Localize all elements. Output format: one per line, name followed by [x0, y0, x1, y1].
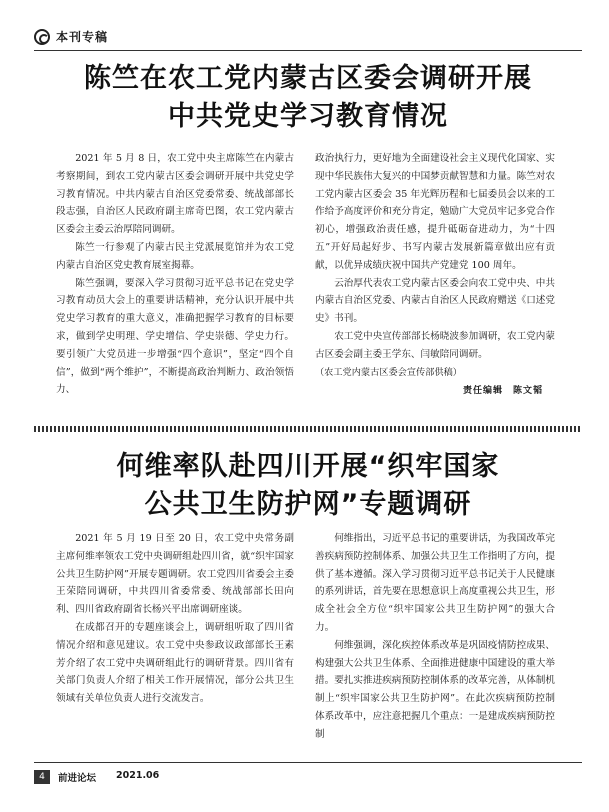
article1-paragraph: 陈竺强调，要深入学习贯彻习近平总书记在党史学习教育动员大会上的重要讲话精神，充分认识开展中共党史学习教育的重大意义，准确把握学习教育的目标要求，做到学史明理、学史增信、学史崇德、学史力行。要引领广大党员进一步增强“四个意识”，坚定“四个自信”，做到“两个维护”，不断提高政治判断力、政治领悟力、	[56, 277, 294, 396]
footer-rule	[34, 762, 582, 763]
article1-paragraph: 云治厚代表农工党内蒙古区委会向农工党中央、中共内蒙古自治区党委、内蒙古自治区人民政府赠送《口述党史》书刊。	[315, 277, 555, 325]
magazine-logo-icon	[34, 29, 50, 45]
article2-paragraph: 何维指出，习近平总书记的重要讲话，为我国改革完善疾病预防控制体系、加强公共卫生工作指明了方向，提供了基本遵循。深入学习贯彻习近平总书记关于人民健康的系列讲话，首先要在思想意识上高度重视公共卫生，形成全社会全方位“织牢国家公共卫生防护网”的强大合力。	[315, 533, 555, 633]
article2-paragraph: 2021 年 5 月 19 日至 20 日，农工党中央常务副主席何维率领农工党中央调研组赴四川省，就“织牢国家公共卫生防护网”开展专题调研。农工党四川省委会主委王荣陪同调研，中共四川省委常委、统战部部长田向利、四川省政府副省长杨兴平出席调研座谈。	[56, 533, 294, 616]
section-label: 本刊专稿	[56, 30, 109, 44]
article1-editor: 责任编辑 陈文韬	[462, 386, 543, 397]
article1-title-line2: 中共党史学习教育情况	[168, 101, 448, 132]
article2-title	[34, 448, 582, 524]
article1-right-column	[315, 150, 555, 401]
page-footer	[34, 762, 582, 786]
article1-paragraph: 政治执行力，更好地为全面建设社会主义现代化国家、实现中华民族伟大复兴的中国梦贡献智慧和力量。陈竺对农工党内蒙古区委会 35 年光辉历程和七届委员会以来的工作给予高度评价和充分肯定，勉励广大党员牢记多党合作初心，增强政治责任感，提升砥砺奋进动力，为“十四五”开好局起好步、书写内蒙古发展新篇章做出应有贡献，以优异成绩庆祝中国共产党建党 100 周年。	[315, 153, 555, 271]
page-number: 4	[34, 770, 50, 784]
article1-source: （农工党内蒙古区委会宣传部供稿）	[315, 366, 462, 378]
article2-paragraph: 在成都召开的专题座谈会上，调研组听取了四川省情况介绍和意见建议。农工党中央参政议政部部长王素芳介绍了农工党中央调研组此行的调研背景。四川省有关部门负责人介绍了相关工作开展情况，部分公共卫生领域有关单位负责人进行交流发言。	[56, 621, 294, 705]
article1-title	[34, 60, 582, 136]
page-header	[34, 26, 582, 50]
article1-paragraph: 农工党中央宣传部部长杨晓波参加调研，农工党内蒙古区委会副主委王学东、闫敏陪同调研。	[315, 330, 555, 360]
article1-left-column	[56, 150, 294, 399]
article2-title-line1: 何维率队赴四川开展“织牢国家	[116, 451, 500, 482]
article1-title-line1: 陈竺在农工党内蒙古区委会调研开展	[84, 63, 532, 94]
article2-left-column	[56, 530, 294, 708]
article2-title-line2: 公共卫生防护网”专题调研	[144, 489, 472, 520]
article2-paragraph: 何维强调，深化疾控体系改革是巩固疫情防控成果、构建强大公共卫生体系、全面推进健康中国建设的重大举措。要扎实推进疾病预防控制体系的改革完善，从体制机制上“织牢国家公共卫生防护网”。在此次疾病预防控制体系改革中，应注意把握几个重点：一是建成疾病预防控制	[315, 639, 555, 740]
issue-number: 2021.06	[116, 770, 160, 781]
header-rule	[34, 50, 582, 51]
article-divider	[34, 426, 582, 432]
magazine-name: 前进论坛	[58, 773, 97, 784]
article1-paragraph: 2021 年 5 月 8 日，农工党中央主席陈竺在内蒙古考察期间，到农工党内蒙古区委会调研开展中共党史学习教育情况。中共内蒙古自治区党委常委、统战部部长段志强，自治区人民政府副主席奇巴图，农工党内蒙古区委会主委云治厚陪同调研。	[56, 153, 294, 236]
article1-paragraph: 陈竺一行参观了内蒙古民主党派展览馆并为农工党内蒙古自治区党史教育展室揭幕。	[56, 241, 294, 271]
article2-right-column	[315, 530, 555, 744]
